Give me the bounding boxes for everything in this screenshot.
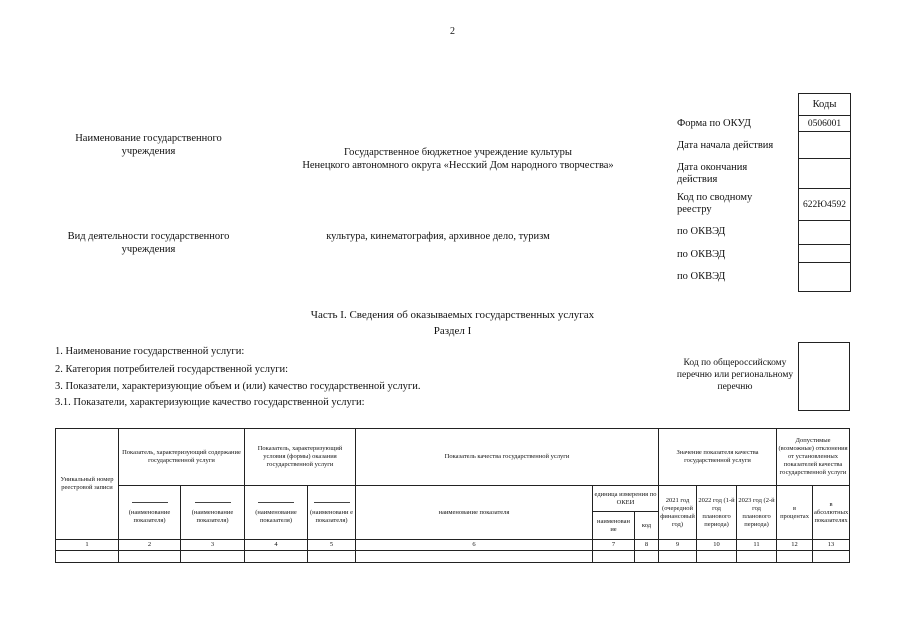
header-quality-indicator: Показатель качества государственной услуги [356, 429, 659, 486]
header-unique-number: Уникальный номер реестровой записи [56, 429, 119, 540]
sub-header-percent: в процентах [777, 486, 813, 540]
item-indicators: 3. Показатели, характеризующие объем и (или) качество государственной услуги. [55, 381, 421, 392]
sub-header-unit-code: код [635, 512, 659, 540]
table-cell [356, 551, 593, 563]
table-cell [635, 551, 659, 563]
table-cell [777, 551, 813, 563]
table-cell [119, 551, 181, 563]
column-number: 2 [119, 540, 181, 551]
codes-label-start: Дата начала действия [677, 140, 774, 151]
table-cell [245, 551, 308, 563]
section-title: Раздел I [433, 325, 472, 337]
registry-label: Код по общероссийскому перечню или региональному перечню [676, 358, 794, 392]
column-number: 9 [659, 540, 697, 551]
table-cell [308, 551, 356, 563]
page-number: 2 [450, 26, 455, 37]
header-deviation: Допустимые (возможные) отклонения от установленных показателей качества государственной услуги [777, 429, 850, 486]
header-content-indicator: Показатель, характеризующий содержание государственной услуги [119, 429, 245, 486]
codes-title: Коды [799, 94, 850, 116]
table-cell [56, 551, 119, 563]
sub-header-name-4: (наименовани е показателя) [308, 486, 356, 540]
codes-label-okved-1: по ОКВЭД [677, 226, 726, 237]
sub-header-year-2023: 2023 год (2-й год планового периода) [737, 486, 777, 540]
codes-label-okved-3: по ОКВЭД [677, 271, 726, 282]
institution-value-line2: Ненецкого автономного округа «Несский Дом народного творчества» [302, 160, 614, 171]
institution-label: Наименование государственного учреждения [75, 133, 222, 157]
column-number: 6 [356, 540, 593, 551]
sub-header-unit-name: наименован ие [593, 512, 635, 540]
part-title: Часть I. Сведения об оказываемых государственных услугах [310, 309, 595, 321]
codes-box [798, 93, 851, 292]
codes-value-okved-1 [799, 221, 850, 245]
column-number: 13 [813, 540, 850, 551]
column-number: 5 [308, 540, 356, 551]
registry-code-box [798, 342, 850, 411]
column-number: 11 [737, 540, 777, 551]
column-number: 1 [56, 540, 119, 551]
table-cell [659, 551, 697, 563]
column-numbers-row [56, 540, 850, 551]
institution-value-line1: Государственное бюджетное учреждение культуры [344, 147, 572, 158]
codes-label-end: Дата окончания действия [677, 162, 748, 185]
item-consumer-category: 2. Категория потребителей государственной услуги: [55, 364, 289, 375]
table-cell [813, 551, 850, 563]
codes-value-end [799, 159, 850, 189]
sub-header-name-2: (наименование показателя) [181, 486, 245, 540]
sub-header-absolute: в абсолютных показателях [813, 486, 850, 540]
codes-value-okud: 0506001 [799, 116, 850, 132]
table-cell [181, 551, 245, 563]
header-quality-values: Значение показателя качества государственной услуги [659, 429, 777, 486]
codes-label-okved-2: по ОКВЭД [677, 249, 726, 260]
codes-value-okved-3 [799, 263, 850, 291]
codes-label-okud: Форма по ОКУД [677, 118, 751, 129]
sub-header-indicator-name: наименование показателя [356, 486, 593, 540]
sub-header-name-1: (наименование показателя) [119, 486, 181, 540]
activity-value: культура, кинематография, архивное дело, туризм [326, 231, 550, 242]
table-cell [737, 551, 777, 563]
quality-indicators-table [55, 428, 850, 563]
table-row [56, 551, 850, 563]
column-number: 8 [635, 540, 659, 551]
header-condition-indicator: Показатель, характеризующий условия (формы) оказания государственной услуги [245, 429, 356, 486]
codes-value-start [799, 132, 850, 159]
codes-label-registry: Код по сводному реестру [677, 192, 753, 215]
sub-header-year-2021: 2021 год (очередной финансовый год) [659, 486, 697, 540]
activity-label: Вид деятельности государственного учреждения [67, 231, 230, 255]
table-cell [593, 551, 635, 563]
column-number: 10 [697, 540, 737, 551]
column-number: 7 [593, 540, 635, 551]
column-number: 3 [181, 540, 245, 551]
codes-value-registry: 622Ю4592 [799, 189, 850, 221]
item-service-name: 1. Наименование государственной услуги: [55, 346, 245, 357]
codes-value-okved-2 [799, 245, 850, 263]
column-number: 12 [777, 540, 813, 551]
table-cell [697, 551, 737, 563]
item-quality-indicators: 3.1. Показатели, характеризующие качество государственной услуги: [55, 397, 365, 408]
sub-header-year-2022: 2022 год (1-й год планового периода) [697, 486, 737, 540]
sub-header-name-3: (наименование показателя) [245, 486, 308, 540]
sub-header-unit: единица измерения по ОКЕИ [593, 486, 659, 512]
column-number: 4 [245, 540, 308, 551]
